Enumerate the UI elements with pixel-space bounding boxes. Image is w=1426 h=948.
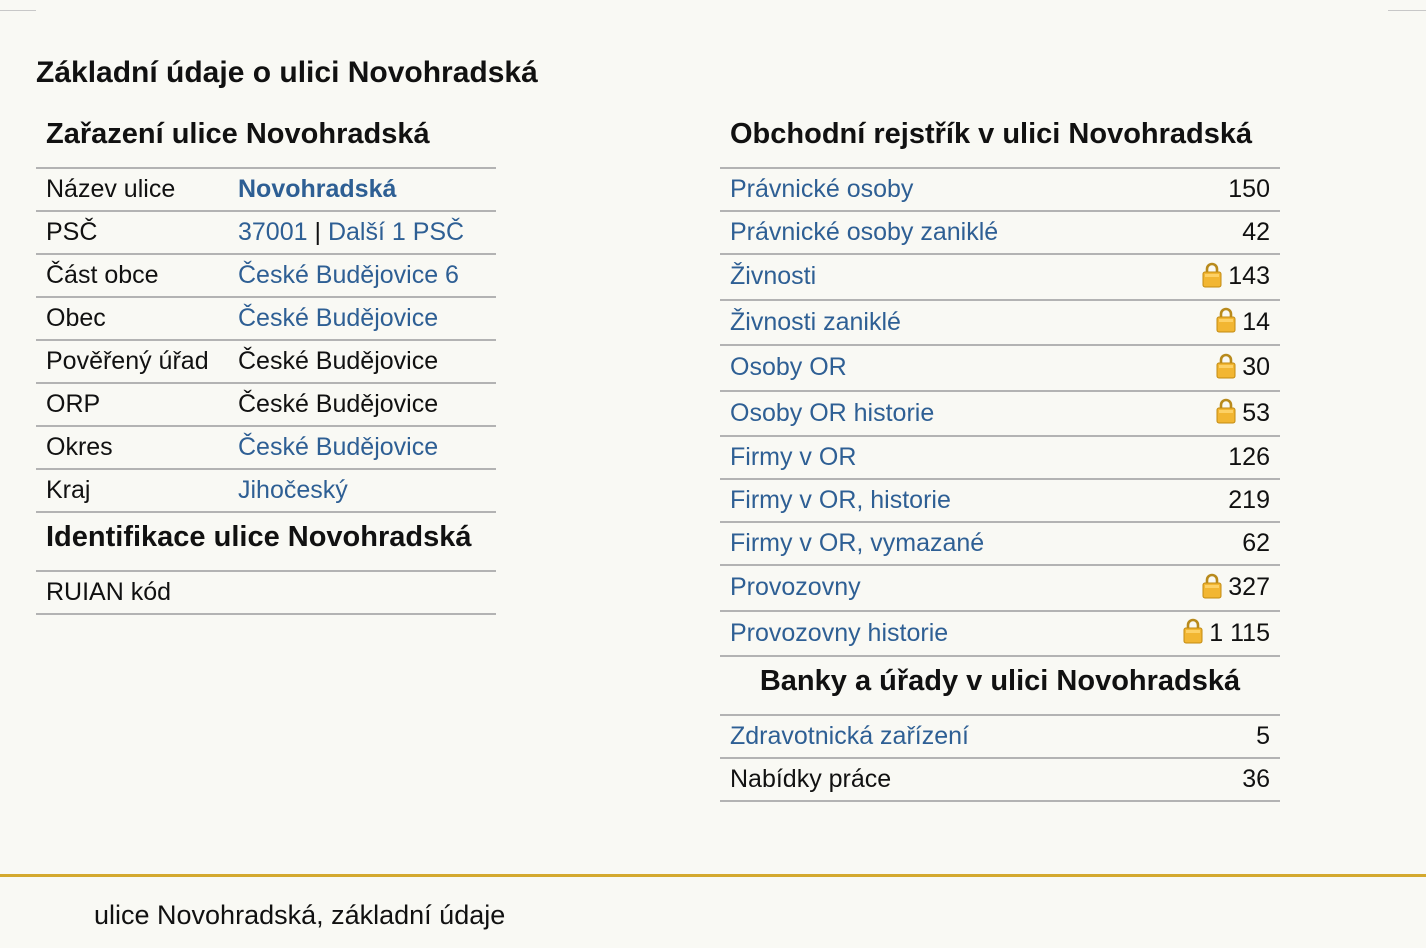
or-row-count-wrap: [1216, 353, 1270, 382]
obchodni-rejstrik-heading: Obchodní rejstřík v ulici Novohradská: [720, 110, 1280, 169]
psc-link[interactable]: 37001: [238, 218, 308, 246]
footer-divider: [0, 874, 1426, 877]
banky-heading: Banky a úřady v ulici Novohradská: [720, 657, 1280, 716]
povereny-urad-value: České Budějovice: [238, 347, 439, 375]
count: 1 115: [1209, 618, 1270, 647]
lock-icon: [1183, 618, 1203, 644]
row-ruian: [36, 572, 496, 615]
or-row-count-wrap: [1202, 262, 1270, 291]
or-row-link[interactable]: Firmy v OR, vymazané: [730, 529, 985, 557]
obec-link[interactable]: České Budějovice: [238, 304, 439, 332]
or-row-link[interactable]: Živnosti: [730, 262, 817, 291]
lock-icon: [1216, 353, 1236, 379]
kraj-link[interactable]: Jihočeský: [238, 476, 348, 504]
or-row-count-wrap: [1228, 443, 1270, 472]
row-label: Část obce: [46, 261, 159, 289]
okres-link[interactable]: České Budějovice: [238, 433, 439, 461]
or-row: [720, 255, 1280, 301]
lock-icon: [1216, 307, 1236, 333]
or-row-link[interactable]: Živnosti zaniklé: [730, 307, 901, 336]
row-label: ORP: [46, 390, 101, 418]
or-row: [720, 392, 1280, 438]
count: 327: [1228, 573, 1270, 602]
row-label: PSČ: [46, 218, 98, 246]
row-okres: [36, 427, 496, 470]
or-row-link[interactable]: Osoby OR: [730, 353, 847, 382]
count: 53: [1242, 398, 1270, 427]
count: 5: [1256, 722, 1270, 750]
or-row: [720, 301, 1280, 347]
row-label: Pověřený úřad: [46, 347, 209, 375]
or-row: [720, 612, 1280, 658]
or-row-count-wrap: [1242, 529, 1270, 558]
lock-icon: [1216, 398, 1236, 424]
or-row-link[interactable]: Provozovny: [730, 573, 861, 602]
or-row-count-wrap: [1228, 486, 1270, 515]
or-row: [720, 169, 1280, 212]
or-row-link[interactable]: Firmy v OR, historie: [730, 486, 951, 514]
row-kraj: [36, 470, 496, 513]
count: 126: [1228, 443, 1270, 471]
lock-icon: [1202, 573, 1222, 599]
right-column: [720, 110, 1280, 802]
count: 36: [1242, 765, 1270, 793]
or-row: [720, 346, 1280, 392]
count: 14: [1242, 307, 1270, 336]
row-label: Obec: [46, 304, 106, 332]
row-label: RUIAN kód: [46, 578, 172, 606]
count: 30: [1242, 353, 1270, 382]
or-row-count-wrap: [1202, 573, 1270, 602]
or-row-link[interactable]: Právnické osoby zaniklé: [730, 218, 999, 246]
or-row: [720, 566, 1280, 612]
or-row-count-wrap: [1228, 175, 1270, 204]
top-divider-right: [1388, 10, 1426, 11]
more-psc-link[interactable]: Další 1 PSČ: [327, 218, 465, 246]
row-psc: [36, 212, 496, 255]
row-nabidky-prace: [720, 759, 1280, 802]
row-obec: [36, 298, 496, 341]
top-divider-left: [0, 10, 36, 11]
or-row: [720, 212, 1280, 255]
count: 150: [1228, 175, 1270, 203]
lock-icon: [1202, 262, 1222, 288]
or-row-count-wrap: [1183, 619, 1270, 648]
street-name-link[interactable]: Novohradská: [238, 175, 397, 203]
row-orp: [36, 384, 496, 427]
left-column: [36, 110, 496, 615]
or-row-link[interactable]: Firmy v OR: [730, 443, 857, 471]
cast-obce-link[interactable]: České Budějovice 6: [238, 261, 459, 289]
count: 143: [1228, 262, 1270, 291]
identifikace-heading: Identifikace ulice Novohradská: [36, 513, 496, 572]
count: 62: [1242, 529, 1270, 557]
row-zdravotnicka-zarizeni: [720, 716, 1280, 759]
count: 42: [1242, 218, 1270, 246]
orp-value: České Budějovice: [238, 390, 439, 418]
row-label: Okres: [46, 433, 113, 461]
row-povereny-urad: [36, 341, 496, 384]
row-nazev-ulice: [36, 169, 496, 212]
count: 219: [1228, 486, 1270, 514]
row-label: Kraj: [46, 476, 91, 504]
or-row-link[interactable]: Právnické osoby: [730, 175, 914, 203]
or-row: [720, 437, 1280, 480]
psc-separator: |: [314, 218, 321, 246]
or-row-link[interactable]: Osoby OR historie: [730, 398, 935, 427]
or-row-count-wrap: [1216, 399, 1270, 428]
or-row-link[interactable]: Provozovny historie: [730, 618, 949, 647]
zarazeni-heading: Zařazení ulice Novohradská: [36, 110, 496, 169]
or-row: [720, 480, 1280, 523]
row-label: Název ulice: [46, 175, 176, 203]
row-cast-obce: [36, 255, 496, 298]
page-title: Základní údaje o ulici Novohradská: [36, 56, 538, 89]
obchodni-rejstrik-list: [720, 169, 1280, 657]
or-row: [720, 523, 1280, 566]
footer-text: ulice Novohradská, základní údaje: [94, 900, 506, 930]
or-row-count-wrap: [1216, 308, 1270, 337]
nabidky-prace-label: Nabídky práce: [730, 765, 892, 793]
zdravotnicka-zarizeni-link[interactable]: Zdravotnická zařízení: [730, 722, 969, 750]
or-row-count-wrap: [1242, 218, 1270, 247]
